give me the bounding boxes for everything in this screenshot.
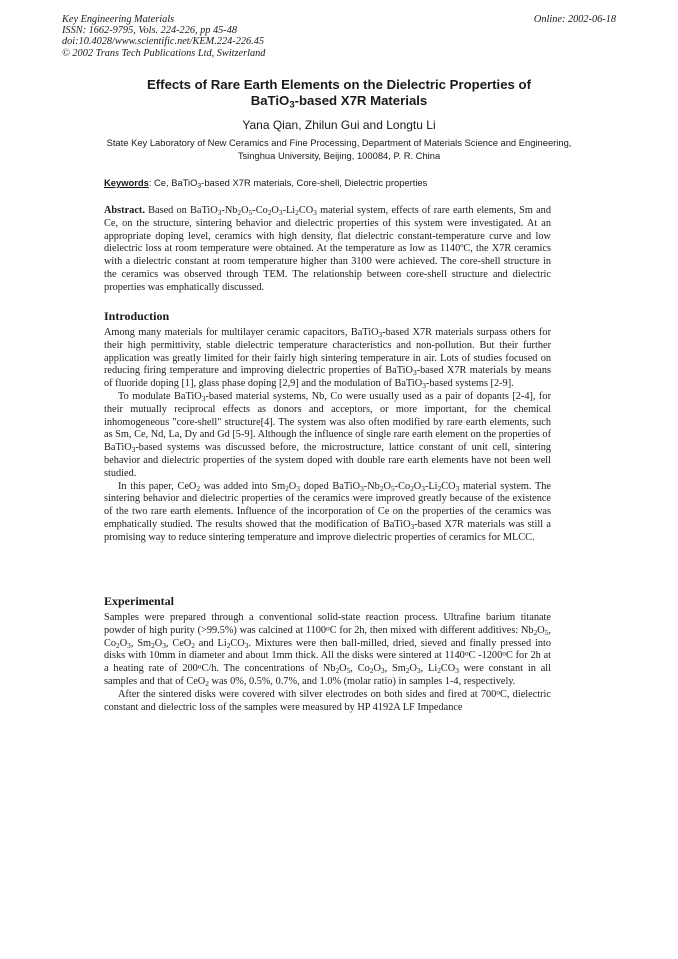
title-line-2: BaTiO$_3$-based X7R Materials	[250, 93, 428, 111]
affiliation: State Key Laboratory of New Ceramics and Fine Processing, Department of Materials Science and Engineering, Tsinghua University, Beijing, 100084, P. R. China	[106, 137, 572, 161]
experimental-body	[104, 612, 551, 714]
journal-header	[62, 14, 265, 59]
section-heading-introduction: Introduction	[104, 309, 170, 323]
doi-line: doi:10.4028/www.scientific.net/KEM.224-226.45	[62, 36, 265, 48]
author-list: Yana Qian, Zhilun Gui and Longtu Li	[242, 118, 436, 132]
online-date: Online: 2002-06-18	[533, 14, 616, 25]
copyright-line: © 2002 Trans Tech Publications Ltd, Switzerland	[62, 47, 266, 59]
issn-line: ISSN: 1662-9795, Vols. 224-226, pp 45-48	[62, 25, 238, 37]
abstract: Abstract. Based on $BaTiO_3-Nb_2O_5-Co_2O_3-Li_2CO_3$ material system, effects of rare earth elements, Sm and Ce, on the structure, sintering behavior and dielectric properties of this system were investigated. At an appropriate doping level, ceramics with high density, flat dielectric constant-temperature curve and low dielectric loss at room temperature were obtained. At the temperature as low as 1140ºC, the X7R ceramics with a dielectric constant at room temperature higher than 3100 were achieved. The core-shell structure in the ceramics was observed through TEM. The relationship between core-shell structure and dielectric properties was emphatically discussed.	[104, 205, 551, 293]
introduction-body	[104, 327, 551, 545]
abstract-label: Abstract.	[104, 205, 145, 216]
section-heading-experimental: Experimental	[104, 594, 174, 608]
journal-name: Key Engineering Materials	[62, 14, 175, 25]
paper-title	[90, 77, 588, 109]
keywords: Keywords: Ce, BaTiO$_3$-based X7R materials, Core-shell, Dielectric properties	[104, 177, 428, 190]
keywords-label: Keywords	[104, 177, 149, 188]
experimental-paragraph: After the sintered disks were covered with silver electrodes on both sides and fired at 700$^o$C, dielectric constant and dielectric loss of the samples were measured by HP 4192A LF Impedance	[104, 687, 551, 713]
experimental-paragraph: Samples were prepared through a conventional solid-state reaction process. Ultrafine barium titanate powder of high purity (>99.5%) was calcined at 1100$^o$C for 2h, then mixed with different additives: $Nb_2O_5$, $Co_2O_3$, $Sm_2O_3$, CeO$_2$ and $Li_2CO_3$. Mixtures were then ball-milled, dried, sieved and finally pressed into disks with 10mm in diameter and about 1mm thick. All the disks were sintered at 1140$^o$C -1200$^o$C for 2h at a heating rate of 200$^o$C/h. The concentrations of $Nb_2O_5$, $Co_2O_3$, $Sm_2O_3$, $Li_2CO_3$ were constant in all samples and that of CeO$_2$ was 0%, 0.5%, 0.7%, and 1.0% (molar ratio) in samples 1-4, respectively.	[104, 612, 552, 688]
intro-paragraph: To modulate BaTiO$_3$-based material systems, Nb, Co were usually used as a pair of dopants [2-4], for their mutually reciprocal effects as donors and acceptors, or more important, for the chemical inhomogeneous "core-shell" structure[4]. The system was also often modified by rare earth elements, such as Sm, Ce, Nd, La, Dy and Gd [5-9]. Although the influence of single rare earth element on the properties of BaTiO$_3$-based systems was discussed before, the microstructure, lattice constant of unit cell, sintering behavior and dielectric properties of the system doped with double rare earth elements have not been well studied.	[104, 390, 551, 479]
intro-paragraph: Among many materials for multilayer ceramic capacitors, BaTiO$_3$-based X7R materials surpass others for their high permittivity, stable dielectric temperature characteristics and non-pollution. But their further application was greatly limited for their fairly high sintering temperature in air. Lots of studies focused on reducing firing temperature and improving dielectric properties of BaTiO$_3$-based X7R materials by means of fluoride doping [1], glass phase doping [2,9] and the modulation of BaTiO$_3$-based systems [2-9].	[104, 327, 551, 391]
title-line-1: Effects of Rare Earth Elements on the Dielectric Properties of	[146, 77, 531, 92]
intro-paragraph: In this paper, CeO$_2$ was added into $Sm_2O_3$ doped $BaTiO_3-Nb_2O_5-Co_2O_3-Li_2CO_3$ material system. The sintering behavior and dielectric properties of the ceramics were improved greatly because of the existence of the two rare earth elements. Influence of the incorporation of Ce on the properties of the ceramics was emphatically studied. The results showed that the modification of BaTiO$_3$-based X7R materials was still a promising way to reduce sintering temperature and improve dielectric properties of ceramics for MLCC.	[104, 480, 551, 543]
